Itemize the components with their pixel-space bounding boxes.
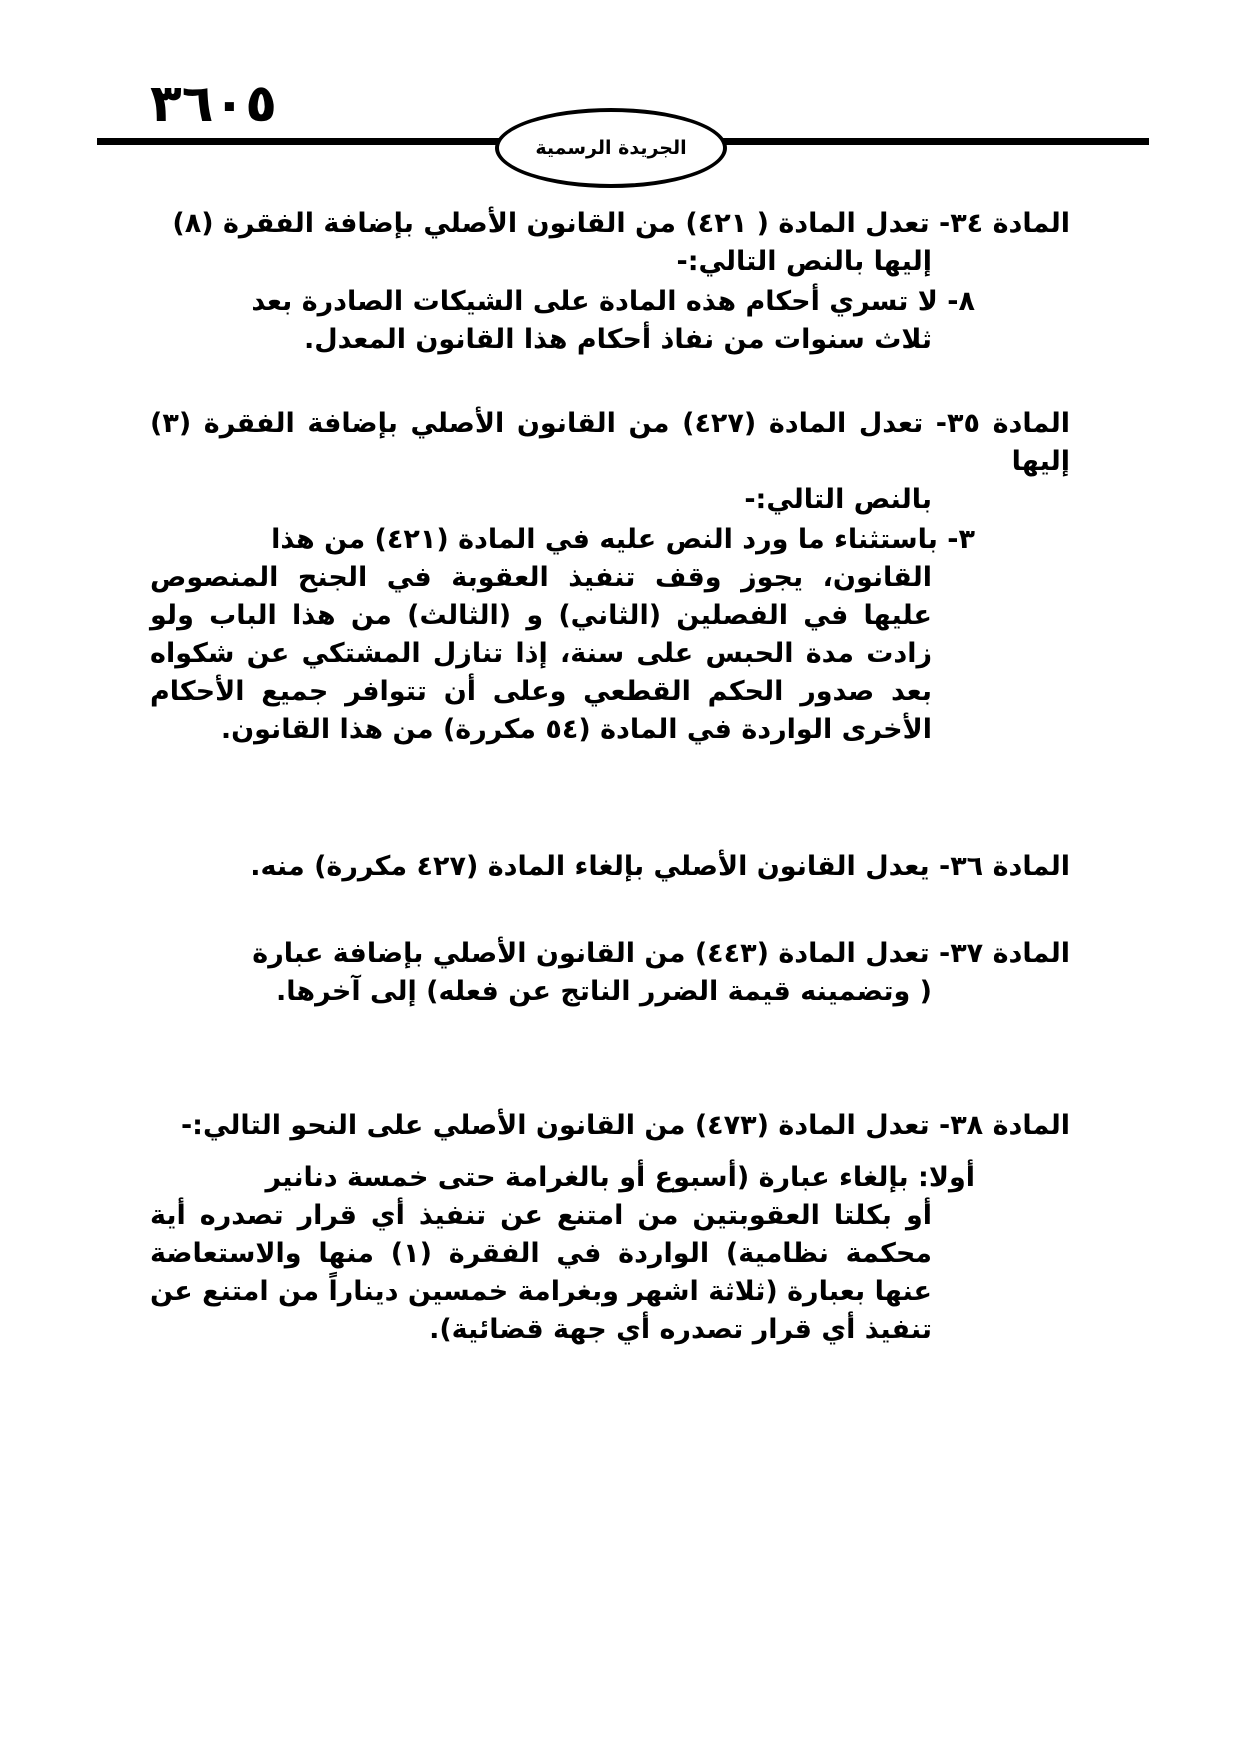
page-number: ٣٦٠٥ <box>150 74 277 134</box>
gazette-title: الجريدة الرسمية <box>535 137 687 159</box>
article-38 <box>150 1107 1070 1349</box>
article-34-heading-cont: إليها بالنص التالي:- <box>676 246 932 277</box>
article-35-heading: المادة ٣٥- تعدل المادة (٤٢٧) من القانون الأصلي بإضافة الفقرة (٣) إليها <box>150 408 1070 477</box>
article-36 <box>150 848 1070 886</box>
article-38-item-first: أولا: بإلغاء عبارة (أسبوع أو بالغرامة حتى خمسة دنانير <box>265 1162 975 1193</box>
article-35-heading-cont: بالنص التالي:- <box>744 484 932 515</box>
article-37-heading: المادة ٣٧- تعدل المادة (٤٤٣) من القانون الأصلي بإضافة عبارة <box>252 938 1070 969</box>
article-34-item-8-cont: ثلاث سنوات من نفاذ أحكام هذا القانون المعدل. <box>303 324 932 355</box>
article-34 <box>150 205 1070 359</box>
article-37 <box>150 935 1070 1011</box>
article-34-item-8: ٨- لا تسري أحكام هذه المادة على الشيكات الصادرة بعد <box>251 286 975 317</box>
gazette-title-oval <box>495 108 727 188</box>
article-38-item-first-cont: أو بكلتا العقوبتين من امتنع عن تنفيذ أي قرار تصدره أية محكمة نظامية) الواردة في الفقرة (١) منها والاستعاضة عنها بعبارة (ثلاثة اشهر وبغرامة خمسين ديناراً من امتنع عن تنفيذ أي قرار تصدره أي جهة قضائية). <box>150 1200 932 1345</box>
article-34-heading: المادة ٣٤- تعدل المادة ( ٤٢١) من القانون الأصلي بإضافة الفقرة (٨) <box>172 208 1070 239</box>
article-36-heading: المادة ٣٦- يعدل القانون الأصلي بإلغاء المادة (٤٢٧ مكررة) منه. <box>250 851 1070 882</box>
article-35-item-3-cont: القانون، يجوز وقف تنفيذ العقوبة في الجنح المنصوص عليها في الفصلين (الثاني) و (الثالث) من هذا الباب ولو زادت مدة الحبس على سنة، إذا تنازل المشتكي عن شكواه بعد صدور الحكم القطعي وعلى أن تتوافر جميع الأحكام الأخرى الواردة في المادة (٥٤ مكررة) من هذا القانون. <box>150 562 932 745</box>
article-35-item-3: ٣- باستثناء ما ورد النص عليه في المادة (٤٢١) من هذا <box>271 524 975 555</box>
article-35 <box>150 405 1070 749</box>
article-37-heading-cont: ( وتضمينه قيمة الضرر الناتج عن فعله) إلى آخرها. <box>276 976 932 1007</box>
article-38-heading: المادة ٣٨- تعدل المادة (٤٧٣) من القانون الأصلي على النحو التالي:- <box>180 1110 1070 1141</box>
